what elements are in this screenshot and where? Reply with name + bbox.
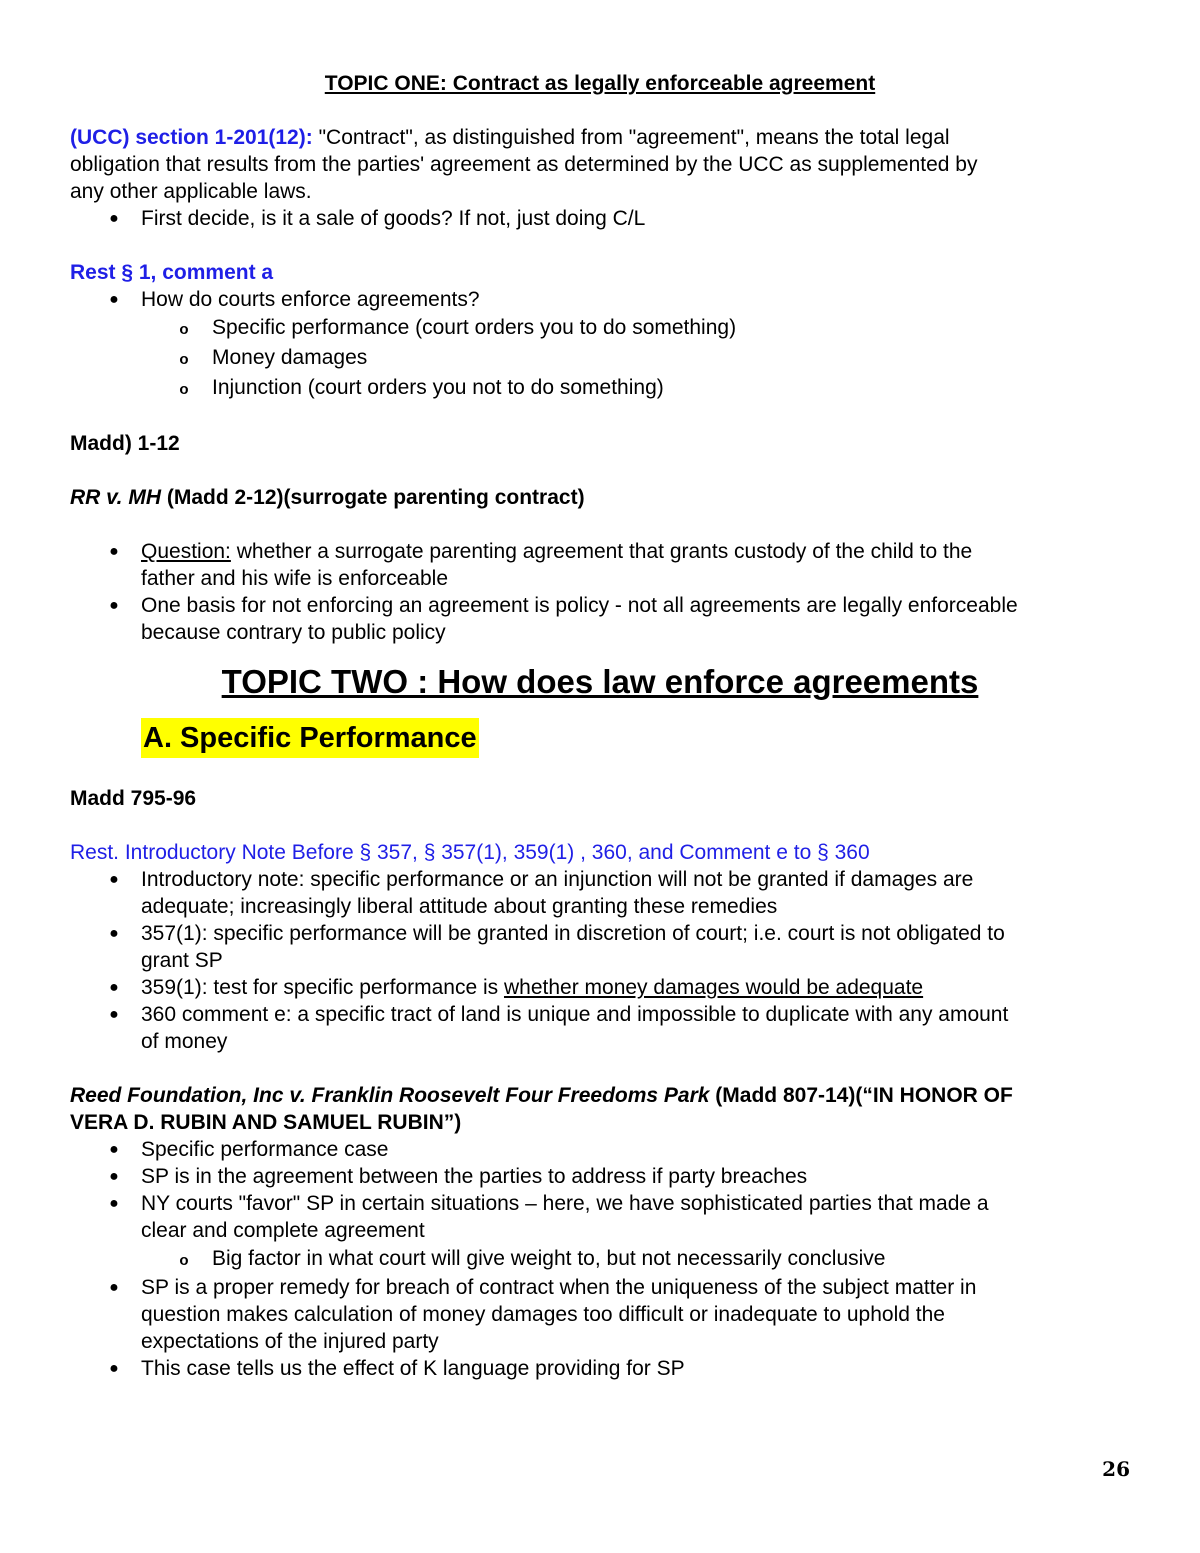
- section-a-heading: A. Specific Performance: [141, 718, 479, 758]
- ucc-line-2: obligation that results from the parties' agreement as determined by the UCC as supplemented by: [70, 153, 978, 176]
- bullet-icon: ●: [109, 1168, 119, 1185]
- rest-heading: Rest § 1, comment a: [70, 261, 274, 284]
- bullet-icon: ●: [109, 543, 119, 560]
- ucc-definition: [70, 124, 1130, 151]
- reed-case-name: Reed Foundation, Inc v. Franklin Roosevelt Four Freedoms Park: [70, 1084, 710, 1107]
- bullet-icon: ●: [109, 979, 119, 996]
- bullet-icon: ●: [109, 291, 119, 308]
- reed-bullets-continued: [70, 1274, 1130, 1382]
- ucc-text: "Contract", as distinguished from "agreement", means the total legal: [312, 126, 950, 149]
- case-heading: RR v. MH (Madd 2-12)(surrogate parenting contract): [70, 486, 585, 509]
- rest-sub-bullets: [70, 313, 1130, 403]
- list-item: ● This case tells us the effect of K language providing for SP: [70, 1355, 1130, 1382]
- madd-heading: Madd) 1-12: [70, 432, 180, 455]
- list-item: ● 360 comment e: a specific tract of land is unique and impossible to duplicate with any amount of money: [70, 1001, 1130, 1055]
- hollow-bullet-icon: o: [179, 321, 189, 338]
- list-item: ● How do courts enforce agreements?: [70, 286, 1130, 313]
- bullet-icon: ●: [109, 1141, 119, 1158]
- bullet-icon: ●: [109, 597, 119, 614]
- list-item: ● First decide, is it a sale of goods? If not, just doing C/L: [70, 205, 1130, 232]
- list-item: ● SP is in the agreement between the parties to address if party breaches: [70, 1163, 1130, 1190]
- page-number: 26: [1102, 1457, 1130, 1481]
- bullet-icon: ●: [109, 1006, 119, 1023]
- rest-intro-heading: Rest. Introductory Note Before § 357, § 357(1), 359(1) , 360, and Comment e to § 360: [70, 841, 870, 864]
- reed-bullets: [70, 1136, 1130, 1244]
- ucc-line-3: any other applicable laws.: [70, 180, 312, 203]
- list-item: ● 357(1): specific performance will be granted in discretion of court; i.e. court is not obligated to grant SP: [70, 920, 1130, 974]
- list-item: ● Specific performance case: [70, 1136, 1130, 1163]
- list-item: ● NY courts "favor" SP in certain situations – here, we have sophisticated parties that made a clear and complete agreement: [70, 1190, 1130, 1244]
- sub-list-item: o Specific performance (court orders you to do something): [70, 313, 1130, 343]
- case-name: RR v. MH: [70, 486, 162, 509]
- bullet-icon: ●: [109, 1279, 119, 1296]
- ucc-label: (UCC) section 1-201(12):: [70, 126, 313, 149]
- list-item: ● Introductory note: specific performance or an injunction will not be granted if damages are adequate; increasingly liberal attitude about granting these remedies: [70, 866, 1130, 920]
- bullet-icon: ●: [109, 210, 119, 227]
- case-bullets: [70, 538, 1130, 646]
- list-item: ● One basis for not enforcing an agreement is policy - not all agreements are legally enforceable because contrary to public policy: [70, 592, 1130, 646]
- hollow-bullet-icon: o: [179, 1252, 189, 1269]
- topic-two-title: TOPIC TWO : How does law enforce agreements: [221, 663, 979, 700]
- page-content: [70, 70, 1130, 1382]
- hollow-bullet-icon: o: [179, 351, 189, 368]
- ucc-bullets: [70, 205, 1130, 232]
- bullet-icon: ●: [109, 1360, 119, 1377]
- reed-case-heading: Reed Foundation, Inc v. Franklin Roosevelt Four Freedoms Park (Madd 807-14)(“IN HONOR OF: [70, 1084, 1013, 1107]
- list-item: ● SP is a proper remedy for breach of contract when the uniqueness of the subject matter in question makes calculation of money damages too difficult or inadequate to uphold the expectations of the injured party: [70, 1274, 1130, 1355]
- rest-intro-bullets: [70, 866, 1130, 1055]
- reed-sub-bullets: [70, 1244, 1130, 1274]
- bullet-icon: ●: [109, 871, 119, 888]
- list-item: ● Question: whether a surrogate parenting agreement that grants custody of the child to the father and his wife is enforceable: [70, 538, 1130, 592]
- topic-one-title: TOPIC ONE: Contract as legally enforceable agreement: [324, 72, 876, 95]
- sub-list-item: o Money damages: [70, 343, 1130, 373]
- reed-case-heading-line-2: VERA D. RUBIN AND SAMUEL RUBIN”): [70, 1111, 462, 1134]
- rest-bullets: [70, 286, 1130, 313]
- madd-795-heading: Madd 795-96: [70, 787, 197, 810]
- bullet-icon: ●: [109, 925, 119, 942]
- list-item: ● 359(1): test for specific performance is whether money damages would be adequate: [70, 974, 1130, 1001]
- bullet-icon: ●: [109, 1195, 119, 1212]
- sub-list-item: o Injunction (court orders you not to do something): [70, 373, 1130, 403]
- hollow-bullet-icon: o: [179, 381, 189, 398]
- sub-list-item: o Big factor in what court will give weight to, but not necessarily conclusive: [70, 1244, 1130, 1274]
